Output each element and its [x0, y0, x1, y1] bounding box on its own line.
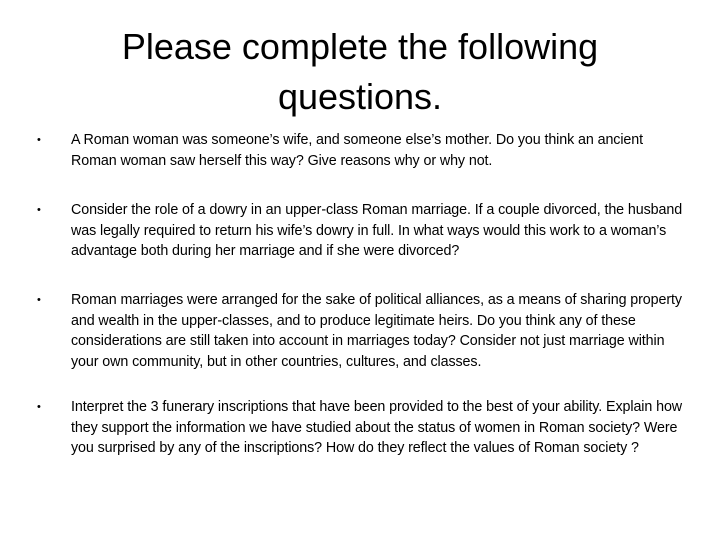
bullet-icon: • [37, 204, 41, 216]
question-text: Interpret the 3 funerary inscriptions that have been provided to the best of your ability. Explain how they support the information we have studied about the status of women in Roman society? Were you surprised by any of the inscriptions? How do they reflect the values of Roman society ? [71, 399, 683, 456]
bullet-icon: • [37, 401, 41, 413]
bullet-icon: • [37, 294, 41, 306]
question-text: Roman marriages were arranged for the sake of political alliances, as a means of sharing property and wealth in the upper-classes, and to produce legitimate heirs. Do you think any of these considerations are still taken into account in marriages today? Consider not just marriage within your own community, but in other countries, cultures, and classes. [71, 292, 682, 370]
question-text: A Roman woman was someone’s wife, and someone else’s mother. Do you think an ancient Roman woman saw herself this way? Give reasons why or why not. [71, 132, 644, 169]
question-text: Consider the role of a dowry in an upper-class Roman marriage. If a couple divorced, the husband was legally required to return his wife’s dowry in full. In what ways would this work to a woman’s advantage both during her marriage and if she were divorced? [71, 202, 683, 259]
slide-title: Please complete the following questions. [121, 26, 599, 117]
bullet-icon: • [37, 134, 41, 146]
